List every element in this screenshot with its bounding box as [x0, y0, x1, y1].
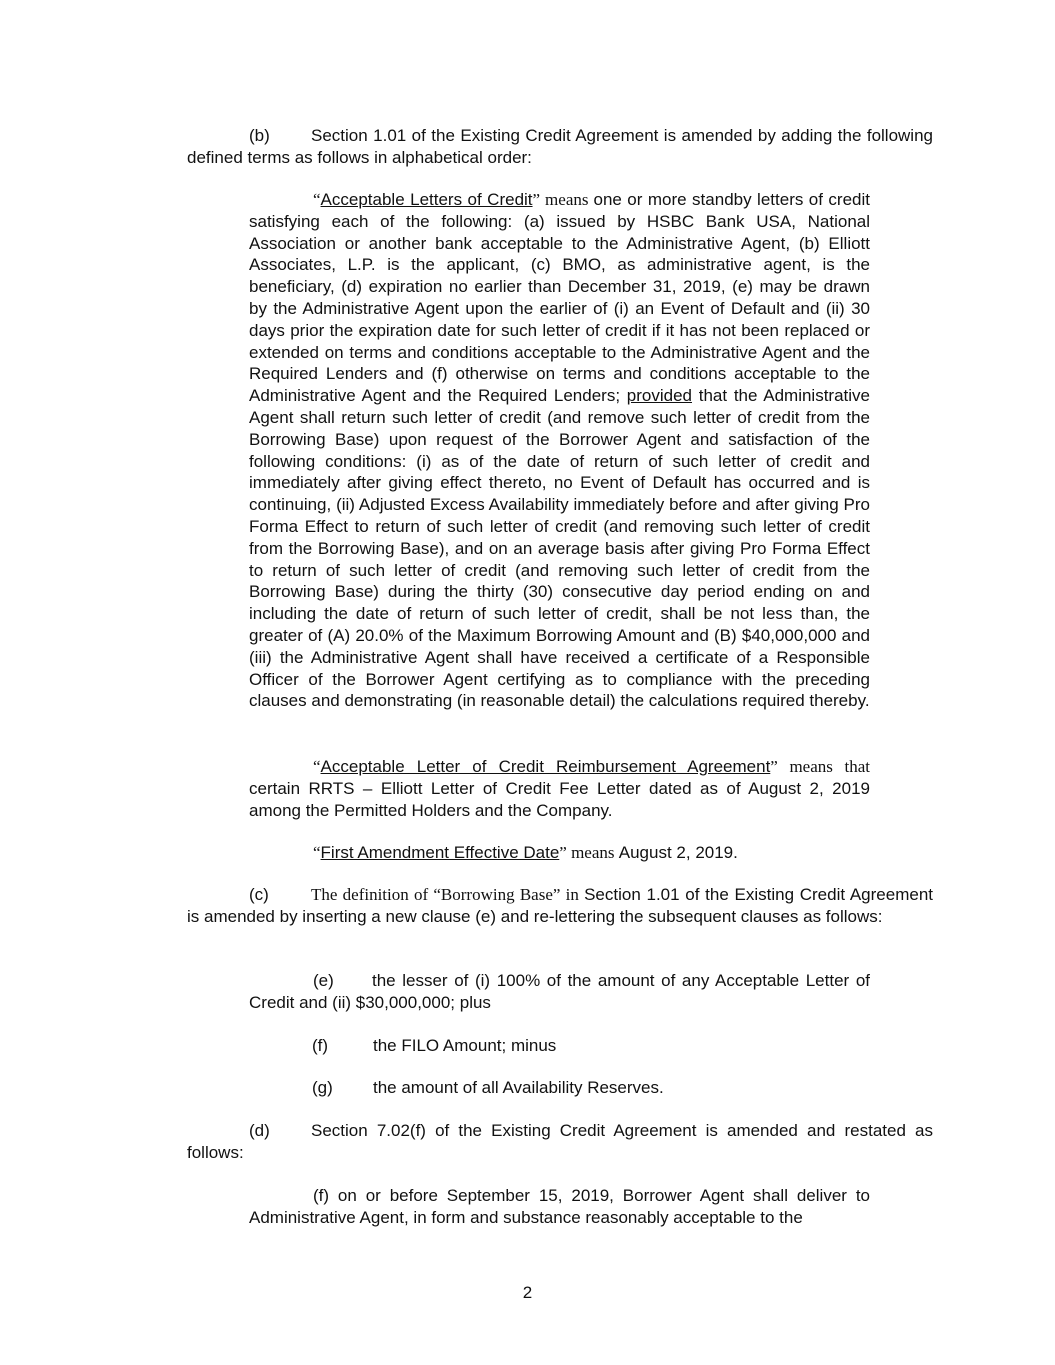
definition-reimbursement-agreement: “Acceptable Letter of Credit Reimbursement Agreement” means that certain RRTS – Elliott Letter of Credit Fee Letter dated as of August 2, 2019 among the Permitted Holders and the Company. [249, 757, 870, 820]
page-number: 2 [522, 1283, 533, 1302]
clause-f-label: (f) [312, 1036, 329, 1055]
clause-f-text: the FILO Amount; minus [373, 1036, 557, 1055]
clause-g-label: (g) [312, 1078, 333, 1097]
definition-text-continued: that the Administrative Agent shall return such letter of credit (and remove such letter of credit from the Borrowing Base) upon request of the Borrower Agent and satisfaction of the following conditions: (i) as of the date of return of such letter of credit and immediately after giving effect thereto, no Event of Default has occurred and is continuing, (ii) Adjusted Excess Availability immediately before and after giving Pro Forma Effect to return of such letter of credit (and removing such letter of credit from the Borrowing Base), and on an average basis after giving Pro Forma Effect to return of such letter of credit (and removing such letter of credit from the Borrowing Base) during the thirty (30) consecutive day period ending on and including the date of return of such letter of credit, shall be not less than, the greater of (A) 20.0% of the Maximum Borrowing Amount and (B) $40,000,000 and (iii) the Administrative Agent shall have received a certificate of a Responsible Officer of the Borrower Agent certifying as to compliance with the preceding clauses and demonstrating (in reasonable detail) the calculations required thereby. [249, 386, 870, 711]
clause-g-text: the amount of all Availability Reserves. [373, 1078, 664, 1097]
clause-e-label: (e) [313, 971, 334, 990]
paragraph-c-text: Section 1.01 of the Existing Credit Agreement is amended by inserting a new clause (e) and re-lettering the subsequent clauses as follows: [187, 885, 933, 926]
definition-text: one or more standby letters of credit satisfying each of the following: (a) issued by HSBC Bank USA, National Association or another bank acceptable to the Administrative Agent, (b) Elliott Associates, L.P. is the applicant, (c) BMO, as administrative agent, is the beneficiary, (d) expiration no earlier than December 31, 2019, (e) may be drawn by the Administrative Agent upon the earlier of (i) an Event of Default and (ii) 30 days prior the expiration date for such letter of credit if it has not been replaced or extended on terms and conditions acceptable to the Administrative Agent and the Required Lenders and (f) otherwise on terms and conditions acceptable to the Administrative Agent and the Required Lenders; [249, 190, 871, 406]
provided-term: provided [626, 386, 692, 406]
definition-text: August 2, 2019. [618, 843, 738, 862]
definition-first-amendment-effective-date: “First Amendment Effective Date” means August 2, 2019. [313, 843, 738, 862]
clause-g [312, 1077, 664, 1099]
defined-term: Acceptable Letter of Credit Reimbursement Agreement [320, 757, 771, 776]
clause-f [312, 1035, 556, 1057]
clause-e [249, 970, 870, 1014]
paragraph-b-text: Section 1.01 of the Existing Credit Agreement is amended by adding the following defined terms as follows in alphabetical order: [187, 126, 933, 167]
definition-text: certain RRTS – Elliott Letter of Credit Fee Letter dated as of August 2, 2019 among the Permitted Holders and the Company. [249, 778, 870, 820]
restated-clause-f-text: (f) on or before September 15, 2019, Borrower Agent shall deliver to Administrative Agent, in form and substance reasonably acceptable to the [249, 1186, 870, 1227]
paragraph-d-text: Section 7.02(f) of the Existing Credit Agreement is amended and restated as follows: [187, 1121, 933, 1162]
restated-clause-f [249, 1185, 870, 1229]
paragraph-b-label: (b) [249, 126, 270, 145]
defined-term: Acceptable Letters of Credit [320, 190, 533, 209]
definition-acceptable-letters-of-credit: “Acceptable Letters of Credit” means one or more standby letters of credit satisfying each of the following: (a) issued by HSBC Bank USA, National Association or another bank acceptable to the Administrative Agent, (b) Elliott Associates, L.P. is the applicant, (c) BMO, as administrative agent, is the beneficiary, (d) expiration no earlier than December 31, 2019, (e) may be drawn by the Administrative Agent upon the earlier of (i) an Event of Default and (ii) 30 days prior the expiration date for such letter of credit if it has not been replaced or extended on terms and conditions acceptable to the Administrative Agent and the Required Lenders and (f) otherwise on terms and conditions acceptable to the Administrative Agent and the Required Lenders; provided that the Administrative Agent shall return such letter of credit (and remove such letter of credit from the Borrowing Base) upon request of the Borrower Agent and satisfaction of the following conditions: (i) as of the date of return of such letter of credit and immediately after giving effect thereto, no Event of Default has occurred and is continuing, (ii) Adjusted Excess Availability immediately before and after giving Pro Forma Effect to return of such letter of credit (and removing such letter of credit from the Borrowing Base), and on an average basis after giving Pro Forma Effect to return of such letter of credit (and removing such letter of credit from the Borrowing Base) during the thirty (30) consecutive day period ending on and including the date of return of such letter of credit, shall be not less than, the greater of (A) 20.0% of the Maximum Borrowing Amount and (B) $40,000,000 and (iii) the Administrative Agent shall have received a certificate of a Responsible Officer of the Borrower Agent certifying as to compliance with the preceding clauses and demonstrating (in reasonable detail) the calculations required thereby. [249, 190, 871, 711]
paragraph-b [187, 125, 933, 169]
paragraph-c: (c) The definition of “Borrowing Base” in Section 1.01 of the Existing Credit Agreement is amended by inserting a new clause (e) and re-lettering the subsequent clauses as follows: [187, 885, 933, 926]
paragraph-d [187, 1120, 933, 1164]
paragraph-d-label: (d) [249, 1121, 270, 1140]
paragraph-c-label: (c) [249, 885, 269, 904]
clause-e-text: the lesser of (i) 100% of the amount of any Acceptable Letter of Credit and (ii) $30,000,000; plus [249, 971, 870, 1012]
defined-term: First Amendment Effective Date [320, 843, 560, 862]
